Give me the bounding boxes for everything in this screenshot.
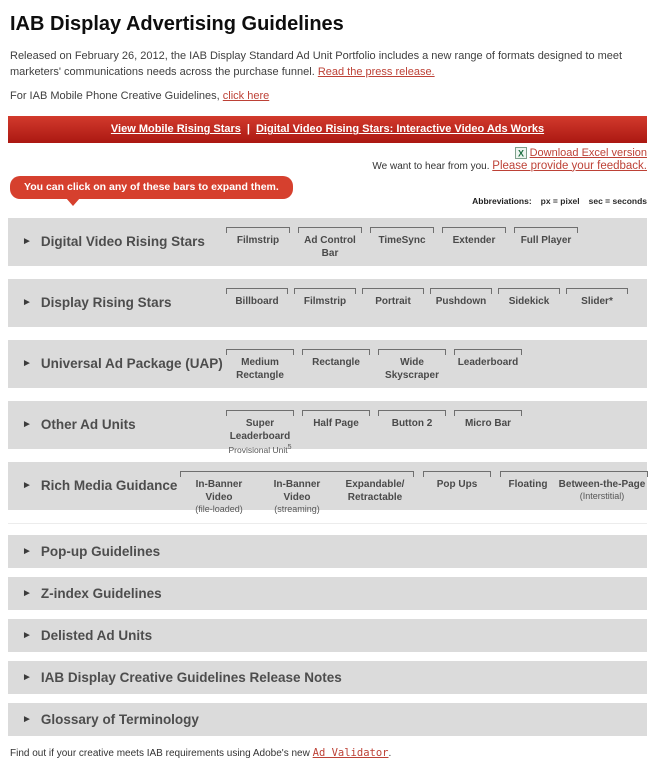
footer-period: .	[388, 747, 392, 759]
section-title	[8, 544, 160, 559]
excel-icon	[515, 147, 527, 159]
ad-unit	[454, 356, 522, 382]
section-bar-other-ad-units[interactable]	[8, 401, 647, 455]
expand-arrow-icon: ►	[22, 419, 32, 431]
mobile-guidelines-link[interactable]: click here	[222, 90, 270, 103]
section-title-text: Delisted Ad Units	[40, 627, 153, 643]
ad-unit-name: Medium Rectangle	[236, 356, 284, 381]
expand-arrow-icon: ►	[22, 587, 32, 599]
ad-unit-name: Pop Ups	[436, 478, 478, 490]
ad-unit-name: Sidekick	[508, 295, 550, 307]
expand-arrow-icon: ►	[22, 545, 32, 557]
section-title	[8, 356, 226, 371]
banner-separator: |	[246, 123, 250, 136]
ad-unit	[298, 234, 362, 260]
ad-unit-name: In-Banner Video	[273, 478, 321, 503]
ad-unit-name: Slider*	[581, 295, 613, 307]
ad-unit-group	[500, 471, 648, 516]
ad-unit-sublabel: (streaming)	[274, 503, 320, 514]
ad-unit-name: Expandable/ Retractable	[345, 478, 405, 503]
ad-unit-group	[180, 471, 414, 516]
ad-unit-group	[442, 227, 506, 260]
section-title	[8, 478, 180, 493]
expand-arrow-icon: ►	[22, 671, 32, 683]
ad-unit-group	[498, 288, 560, 308]
ad-unit-name: Leaderboard	[457, 356, 519, 368]
expand-arrow-icon: ►	[22, 480, 32, 492]
section-title-text: Display Rising Stars	[40, 295, 172, 311]
ad-unit	[430, 295, 492, 308]
ad-unit-note-sup: 5	[287, 443, 292, 451]
expand-arrow-icon: ►	[22, 297, 32, 309]
section-title-text: Rich Media Guidance	[40, 478, 178, 494]
view-mobile-rising-stars-link[interactable]: View Mobile Rising Stars	[110, 123, 241, 136]
ad-unit-name: Between-the-Page	[558, 478, 646, 490]
feedback-prefix: We want to hear from you.	[372, 160, 490, 172]
ad-unit-name: Portrait	[375, 295, 411, 307]
ad-unit-name: Rectangle	[312, 356, 360, 368]
section-bar-z-index-guidelines[interactable]	[8, 577, 647, 610]
ad-unit-name: Floating	[508, 478, 548, 490]
section-title	[8, 295, 226, 310]
intro-paragraph	[10, 49, 645, 80]
ad-unit	[226, 295, 288, 308]
section-title	[8, 586, 162, 601]
ad-unit-group	[302, 410, 370, 456]
expand-arrow-icon: ►	[22, 713, 32, 725]
ad-unit-note	[226, 443, 294, 456]
svg-text:X: X	[517, 148, 524, 159]
section-bar-delisted-ad-units[interactable]	[8, 619, 647, 652]
section-title-text: Universal Ad Package (UAP)	[40, 356, 223, 372]
ad-unit	[336, 478, 414, 516]
ad-unit-name: Micro Bar	[464, 417, 512, 429]
callout-row	[8, 176, 647, 210]
ad-unit	[362, 295, 424, 308]
intro-text: Released on February 26, 2012, the IAB Display Standard Ad Unit Portfolio includes a new range of formats designed to meet marketers' communications needs across the purchase funnel.	[10, 50, 623, 78]
callout-text: You can click on any of these bars to expand them.	[24, 180, 279, 193]
ad-unit	[378, 417, 446, 456]
section-bar-rich-media-guidance[interactable]	[8, 462, 647, 514]
ad-unit-name: Filmstrip	[303, 295, 347, 307]
ad-units-row	[180, 462, 648, 516]
ad-unit	[500, 478, 556, 516]
ad-unit-group	[302, 349, 370, 382]
section-title	[8, 417, 226, 432]
section-title-text: Digital Video Rising Stars	[40, 234, 205, 250]
ad-unit	[226, 417, 294, 456]
ad-unit-name: Extender	[452, 234, 496, 246]
ad-unit-group	[430, 288, 492, 308]
section-bar-release-notes[interactable]	[8, 661, 647, 694]
ad-unit-name: Half Page	[313, 417, 359, 429]
ad-unit	[498, 295, 560, 308]
ad-unit	[294, 295, 356, 308]
ad-unit-sublabel: (file-loaded)	[195, 503, 243, 514]
callout-tail	[66, 198, 80, 206]
ad-unit-name: Wide Skyscraper	[385, 356, 439, 381]
ad-unit-name: In-Banner Video	[195, 478, 243, 503]
section-bar-universal-ad-package[interactable]	[8, 340, 647, 388]
ad-unit-name: Super Leaderboard	[229, 417, 291, 442]
ad-unit-group	[566, 288, 628, 308]
ad-unit-group	[423, 471, 491, 516]
ad-unit-group	[362, 288, 424, 308]
ad-units-row	[226, 218, 578, 260]
ad-unit-name: TimeSync	[378, 234, 426, 246]
section-bar-glossary[interactable]	[8, 703, 647, 736]
digital-video-rising-stars-link[interactable]: Digital Video Rising Stars: Interactive Video Ads Works	[255, 123, 545, 136]
ad-unit	[566, 295, 628, 308]
section-title-text: IAB Display Creative Guidelines Release Notes	[40, 669, 342, 685]
section-divider	[8, 523, 647, 524]
ad-unit-group	[226, 410, 294, 456]
ad-unit-group	[454, 349, 522, 382]
ad-unit-note-text: Provisional Unit	[228, 444, 288, 455]
ad-unit-group	[378, 349, 446, 382]
abbreviation-sec: sec = seconds	[588, 195, 647, 206]
abbreviation-px: px = pixel	[540, 195, 580, 206]
section-title	[8, 628, 152, 643]
ad-unit-group	[226, 288, 288, 308]
ad-unit	[226, 356, 294, 382]
expand-arrow-icon: ►	[22, 629, 32, 641]
page-title: IAB Display Advertising Guidelines	[10, 13, 344, 35]
ad-unit	[302, 417, 370, 456]
ad-unit-group	[378, 410, 446, 456]
download-excel-link[interactable]: Download Excel version	[529, 146, 647, 159]
ad-unit	[454, 417, 522, 456]
mobile-guidelines-text: For IAB Mobile Phone Creative Guidelines,	[10, 90, 220, 103]
expand-arrow-icon: ►	[22, 236, 32, 248]
ad-unit	[226, 234, 290, 260]
download-row	[8, 147, 647, 159]
section-title	[8, 234, 226, 249]
ad-unit	[423, 478, 491, 516]
feedback-row	[8, 160, 647, 172]
right-links	[8, 147, 647, 172]
ad-unit	[378, 356, 446, 382]
ad-unit-group	[298, 227, 362, 260]
section-title-text: Pop-up Guidelines	[40, 543, 161, 559]
ad-unit-name: Button 2	[391, 417, 433, 429]
ad-units-row	[226, 401, 522, 456]
ad-unit	[442, 234, 506, 260]
rising-stars-banner	[8, 116, 647, 143]
ad-unit-name: Billboard	[235, 295, 279, 307]
ad-unit	[370, 234, 434, 260]
section-title	[8, 670, 342, 685]
ad-unit-group	[226, 349, 294, 382]
ad-unit-name: Ad Control Bar	[304, 234, 356, 259]
mobile-guidelines-line	[10, 89, 645, 105]
press-release-link[interactable]: Read the press release.	[317, 65, 435, 78]
ad-units-row	[226, 279, 628, 308]
ad-validator-link[interactable]: Ad Validator	[312, 746, 389, 759]
ad-unit-group	[370, 227, 434, 260]
section-bar-digital-video-rising-stars[interactable]	[8, 218, 647, 266]
ad-unit-group	[454, 410, 522, 456]
section-bar-pop-up-guidelines[interactable]	[8, 535, 647, 568]
footer-note	[10, 747, 647, 759]
ad-unit-group	[514, 227, 578, 260]
abbreviations	[472, 196, 647, 206]
ad-unit-name: Filmstrip	[236, 234, 280, 246]
expand-arrow-icon: ►	[22, 358, 32, 370]
section-title-text: Glossary of Terminology	[40, 711, 199, 727]
section-title	[8, 712, 199, 727]
section-title-text: Other Ad Units	[40, 417, 136, 433]
abbreviations-label: Abbreviations:	[472, 195, 532, 206]
footer-text: Find out if your creative meets IAB requirements using Adobe's new	[10, 747, 310, 759]
ad-unit	[180, 478, 258, 516]
ad-unit	[556, 478, 648, 516]
section-title-text: Z-index Guidelines	[40, 585, 162, 601]
ad-unit-name: Pushdown	[435, 295, 487, 307]
ad-unit-group	[226, 227, 290, 260]
ad-unit	[258, 478, 336, 516]
ad-unit	[302, 356, 370, 382]
feedback-link[interactable]: Please provide your feedback.	[492, 159, 647, 172]
ad-unit-name: Full Player	[520, 234, 572, 246]
ad-unit-sublabel: (Interstitial)	[579, 490, 625, 501]
ad-units-row	[226, 340, 522, 382]
section-bar-display-rising-stars[interactable]	[8, 279, 647, 327]
ad-unit-group	[294, 288, 356, 308]
ad-unit	[514, 234, 578, 260]
callout-bubble	[10, 176, 293, 199]
